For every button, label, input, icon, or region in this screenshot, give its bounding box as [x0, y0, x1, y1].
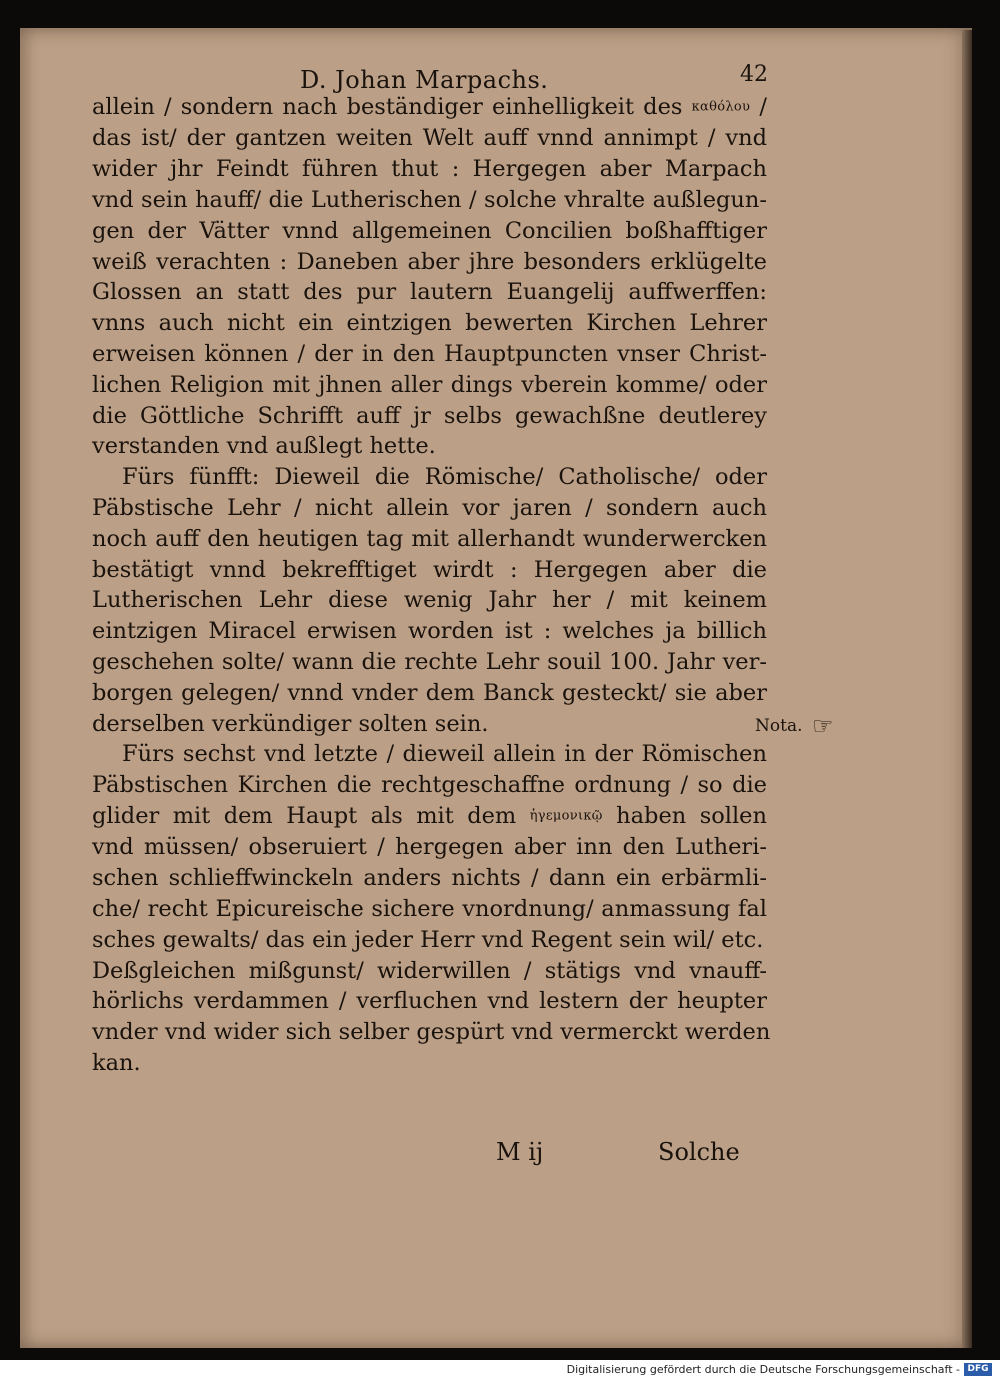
- text-line: [92, 739, 767, 770]
- line-text: allein / sondern nach beständiger einhelligkeit des: [92, 94, 683, 120]
- text-line: [92, 616, 767, 647]
- line-text: Deßgleichen mißgunst/ widerwillen / stätigs vnd vnauff-: [92, 957, 767, 984]
- running-title: D. Johan Marpachs.: [300, 66, 549, 94]
- text-line: [92, 370, 767, 401]
- line-text: Päbstische Lehr / nicht allein vor jaren / sondern auch: [92, 494, 767, 521]
- text-line: [92, 894, 767, 925]
- page-gutter-edge: [962, 30, 972, 1348]
- line-text: sches gewalts/ das ein jeder Herr vnd Regent sein wil/ etc.: [92, 926, 764, 953]
- text-line: [92, 462, 767, 493]
- margin-note: Nota.: [755, 716, 803, 736]
- text-line: [92, 986, 767, 1017]
- line-text: noch auff den heutigen tag mit allerhandt wunderwercken: [92, 525, 767, 552]
- text-line: [92, 154, 767, 185]
- footer-bar: [0, 1360, 1000, 1381]
- greek-word: καθόλου: [691, 99, 751, 115]
- text-line: [92, 277, 767, 308]
- text-line: [92, 339, 767, 370]
- line-text: gen der Vätter vnnd allgemeinen Concilien boßhafftiger: [92, 217, 767, 244]
- text-line: [92, 1017, 771, 1048]
- line-text: das ist/ der gantzen weiten Welt auff vnnd annimpt / vnd: [92, 125, 767, 152]
- text-line: [92, 647, 767, 678]
- text-line: [92, 308, 767, 339]
- signature-mark: M ij: [496, 1138, 544, 1166]
- line-text: schen schlieffwinckeln anders nichts / dann ein erbärmli-: [92, 865, 767, 892]
- line-text: erweisen können / der in den Hauptpuncten vnser Christ-: [92, 340, 767, 367]
- line-text: borgen gelegen/ vnnd vnder dem Banck gesteckt/ sie aber: [92, 679, 767, 706]
- line-text: che/ recht Epicureische sichere vnordnung/ anmassung fal: [92, 895, 767, 922]
- text-line: [92, 1048, 767, 1079]
- line-text: Glossen an statt des pur lautern Euangelij auffwerffen:: [92, 279, 767, 306]
- line-text: Fürs sechst vnd letzte / dieweil allein in der Römischen: [122, 741, 767, 768]
- line-text: derselben verkündiger solten sein.: [92, 710, 489, 737]
- line-text: bestätigt vnnd bekrefftiget wirdt : Hergegen aber die: [92, 556, 767, 583]
- text-line: [92, 185, 767, 216]
- manicule-icon: ☞: [812, 712, 834, 740]
- text-line: [92, 555, 767, 586]
- text-line: [92, 524, 767, 555]
- text-line: [92, 925, 767, 956]
- text-line: [92, 863, 767, 894]
- text-line: [92, 401, 767, 432]
- text-line: [92, 247, 767, 278]
- greek-word: ἡγεμονικῷ: [529, 808, 603, 824]
- line-text: Fürs fünfft: Dieweil die Römische/ Catholische/ oder: [122, 464, 767, 491]
- line-text: geschehen solte/ wann die rechte Lehr souil 100. Jahr ver-: [92, 648, 767, 675]
- text-line: [92, 709, 767, 740]
- line-text: glider mit dem Haupt als mit dem: [92, 802, 517, 829]
- line-text: vnd müssen/ obseruiert / hergegen aber inn den Lutheri-: [92, 834, 767, 861]
- line-text: wider jhr Feindt führen thut : Hergegen aber Marpach: [92, 156, 767, 183]
- line-text: vnns auch nicht ein eintzigen bewerten Kirchen Lehrer: [92, 310, 767, 337]
- text-line: [92, 123, 767, 154]
- line-text: weiß verachten : Daneben aber jhre besonders erklügelte: [92, 248, 767, 275]
- line-text: vnd sein hauff/ die Lutherischen / solche vhralte außlegun-: [92, 186, 767, 213]
- line-text: vnder vnd wider sich selber gespürt vnd vermerckt werden: [92, 1019, 771, 1046]
- text-line: [92, 770, 767, 801]
- text-line: [92, 92, 767, 123]
- catchword: Solche: [658, 1138, 740, 1166]
- line-text: kan.: [92, 1049, 141, 1076]
- line-text: die Göttliche Schrifft auff jr selbs gewachßne deutlerey: [92, 402, 767, 429]
- text-line: [92, 956, 767, 987]
- page-number: 42: [740, 62, 768, 87]
- body-text: [92, 92, 771, 1079]
- text-line: [92, 216, 767, 247]
- text-line: [92, 801, 767, 832]
- line-text-continued: /: [750, 94, 768, 120]
- funding-credit: Digitalisierung gefördert durch die Deutsche Forschungsgemeinschaft -: [566, 1363, 960, 1376]
- line-text: Lutherischen Lehr diese wenig Jahr her / mit keinem: [92, 587, 767, 614]
- line-text: lichen Religion mit jhnen aller dings vberein komme/ oder: [92, 371, 767, 398]
- dfg-logo: DFG: [964, 1363, 992, 1376]
- text-line: [92, 678, 767, 709]
- line-text: Päbstischen Kirchen die rechtgeschaffne ordnung / so die: [92, 772, 767, 799]
- line-text: verstanden vnd außlegt hette.: [92, 433, 436, 460]
- line-text: hörlichs verdammen / verfluchen vnd lestern der heupter: [92, 988, 767, 1015]
- text-line: [92, 832, 767, 863]
- text-line: [92, 431, 767, 462]
- text-line: [92, 493, 767, 524]
- text-line: [92, 585, 767, 616]
- line-text-continued: haben sollen: [602, 802, 767, 829]
- line-text: eintzigen Miracel erwisen worden ist : welches ja billich: [92, 618, 767, 645]
